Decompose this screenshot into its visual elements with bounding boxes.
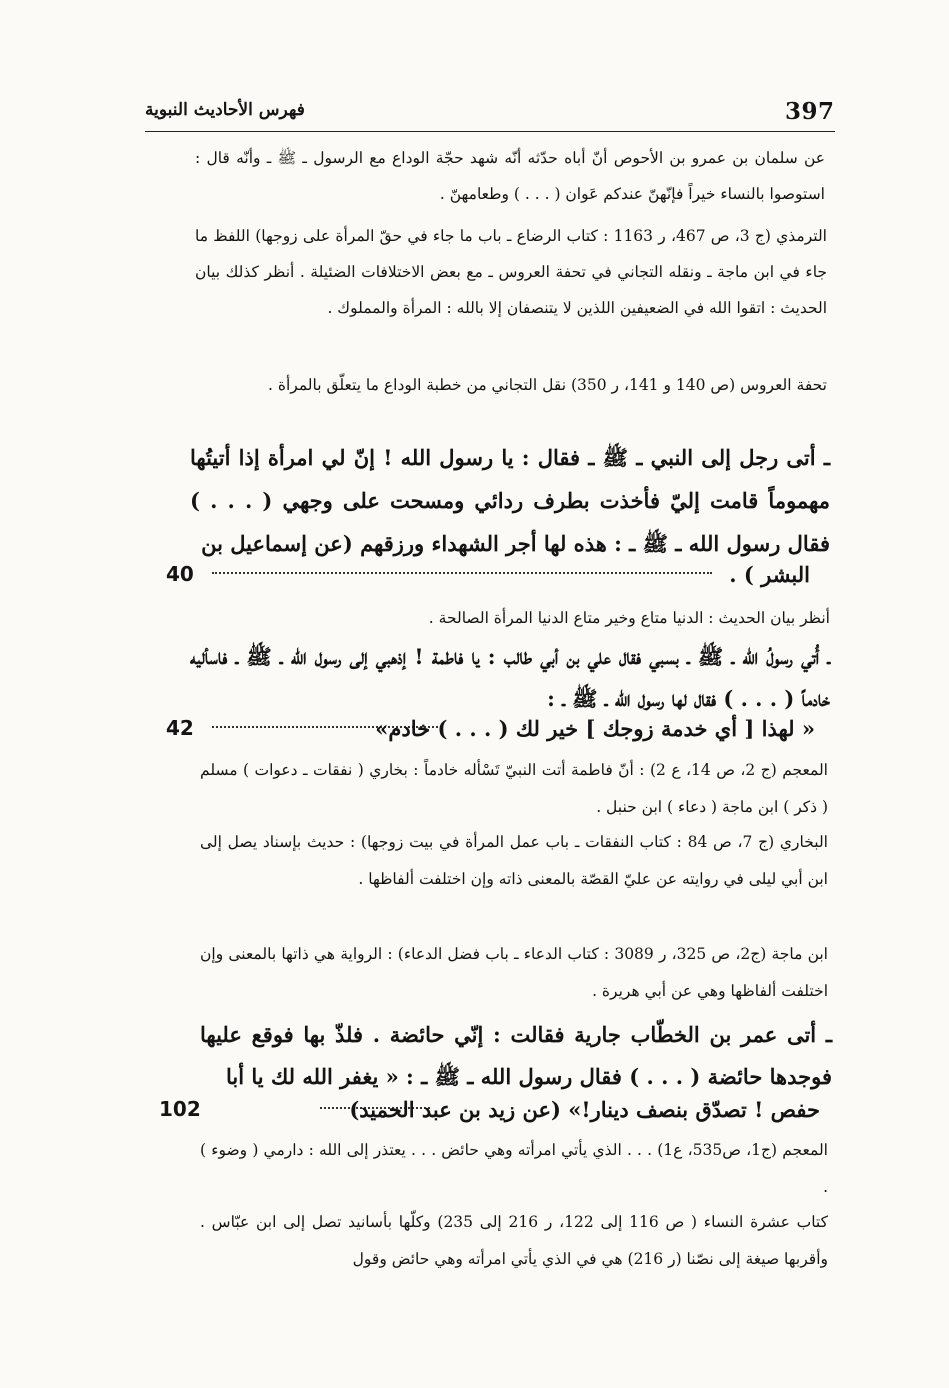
hadith-102-body [200,1014,832,1098]
hadith-40-text: أتى رجل إلى النبي ـ ﷺ ـ فقال : يا رسول الله ! إنّ لي امرأة إذا أتيتُها مهموماً قامت إليّ فأخذت بطرف ردائي ومسحت على وجهي ( . . . ) فقال رسول الله ـ ﷺ ـ : هذه لها أجر الشهداء ورزقهم (عن إسماعيل بن [190,445,830,556]
hadith-40-tail: البشر ) . [729,562,810,587]
reference-note-ibn-majah: ابن ماجة (ج2، ص 325، ر 3089 : كتاب الدعاء ـ باب فضل الدعاء) : الرواية هي ذاتها بالمعنى وإن اختلفت ألفاظها وهي عن أبي هريرة . [200,945,828,1000]
hadith-42-body [190,636,830,720]
header-rule [145,131,835,132]
reference-note-tirmidhi: الترمذي (ج 3، ص 467، ر 1163 : كتاب الرضاع ـ باب ما جاء في حقّ المرأة على زوجها) اللفظ ما جاء في ابن ماجة ـ ونقله التجاني في تحفة العروس ـ مع بعض الاختلافات الضئيلة . أنظر كذلك بيان الحديث : اتقوا الله في الضعيفين اللذين لا يتنصفان إلا بالله : المرأة والمملوك . [195,227,827,317]
entry-dash: ـ [827,644,831,669]
hadith-40-number-line [160,562,810,592]
reference-note-tuhfat: تحفة العروس (ص 140 و 141، ر 350) نقل التجاني من خطبة الوداع ما يتعلّق بالمرأة . [268,376,827,394]
reference-note-40: أنظر بيان الحديث : الدنيا متاع وخير متاع الدنيا المرأة الصالحة . [428,609,830,627]
page-number: 397 [785,98,835,125]
reference-note-bukhari: البخاري (ج 7، ص 84 : كتاب النفقات ـ باب عمل المرأة في بيت زوجها) : حديث بإسناد يصل إلى ابن أبي ليلى في روايته عن عليّ القصّة بالمعنى ذاته وإن اختلفت ألفاظها . [200,833,828,888]
hadith-102-tail: حفص ! تصدّق بنصف دينار!» (عن زيد بن عبد الحميد) [349,1097,820,1122]
hadith-42-text: أُتي رسولُ الله ـ ﷺ ـ بسبي فقال علي بن أبي طالب : يا فاطمة ! إذهبي إلى رسول الله ـ ﷺ ـ فاسأليه خادماً ( . . . ) فقال لها رسول الله ـ ﷺ ـ : [190,644,830,711]
running-title: فهرس الأحاديث النبوية [145,100,305,120]
hadith-number: 42 [166,716,194,740]
entry-dash: ـ [825,1022,833,1047]
hadith-42-number-line [160,716,815,746]
reference-note-mujam: المعجم (ج 2، ص 14، ع 2) : أنّ فاطمة أتت النبيّ تَسْأله خادماً : بخاري ( نفقات ـ دعوات ) مسلم ( ذكر ) ابن ماجة ( دعاء ) ابن حنبل . [200,761,828,816]
page-header [145,92,835,132]
hadith-102-text: أتى عمر بن الخطّاب جارية فقالت : إنّي حائضة . فلذّ بها فوقع عليها فوجدها حائضة ( . . . ) فقال رسول الله ـ ﷺ ـ : « يغفر الله لك يا أبا [200,1022,832,1089]
reference-note-mujam-102: المعجم (ج1، ص535، ع1) . . . الذي يأتي امرأته وهي حائض . . . يعتذر إلى الله : دارمي ( وضوء ) . [200,1141,828,1196]
hadith-40-body [190,436,830,565]
hadith-42-tail: « لهذا [ أي خدمة زوجك ] خير لك ( . . . ) خادم» [375,716,815,741]
narration-intro: عن سلمان بن عمرو بن الأحوص أنّ أباه حدّثه أنّه شهد حجّة الوداع مع الرسول ـ ﷺ ـ وأنّه قال : استوصوا بالنساء خيراً فإنّهنّ عندكم عَوان ( . . . ) وطعامهنّ . [195,149,825,203]
hadith-number: 40 [166,562,194,586]
leader-dots [212,572,712,574]
hadith-number: 102 [159,1097,201,1121]
hadith-102-number-line [155,1097,820,1127]
reference-note-ishrat: كتاب عشرة النساء ( ص 116 إلى 122، ر 216 إلى 235) وكلّها بأسانيد تصل إلى ابن عبّاس . وأقربها صيغة إلى نصّنا (ر 216) هي في الذي يأتي امرأته وهي حائض وقول [200,1213,828,1268]
entry-dash: ـ [823,445,830,470]
